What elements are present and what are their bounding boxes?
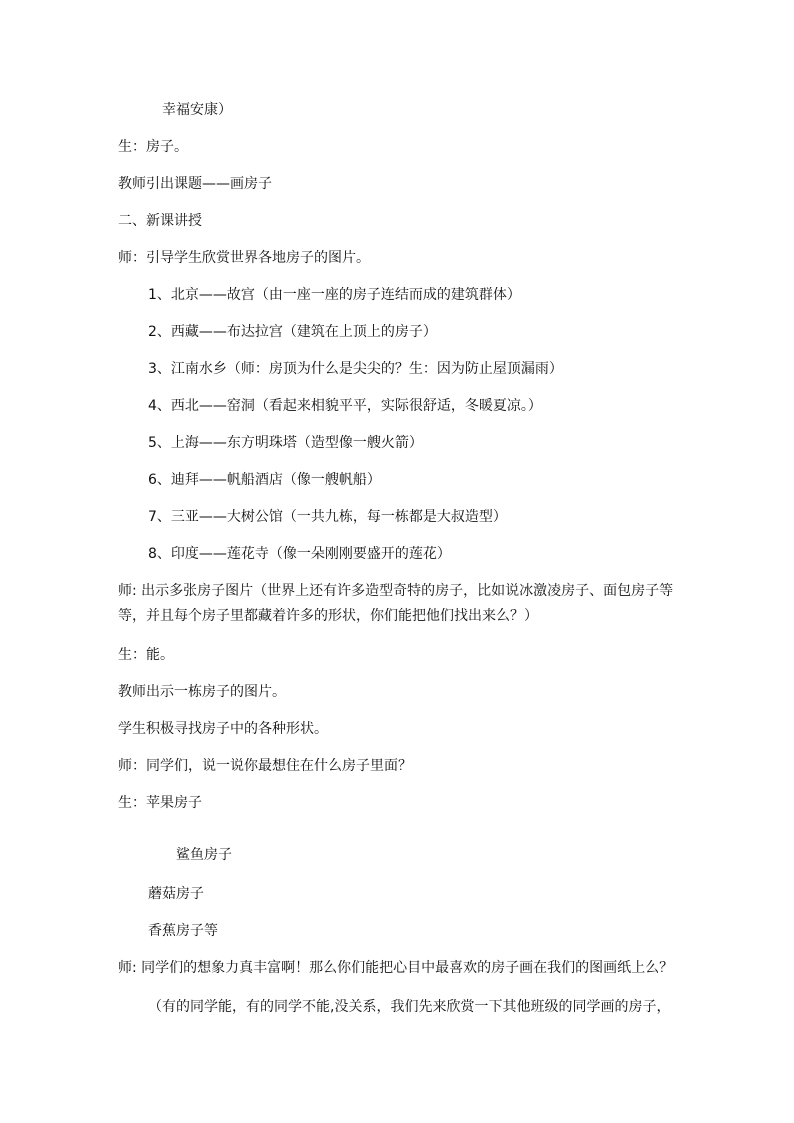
text-line: 教师出示一栋房子的图片。 (118, 684, 286, 700)
text-line: （有的同学能，有的同学不能,没关系，我们先来欣赏一下其他班级的同学画的房子， (148, 999, 671, 1015)
text-line: 师：同学们，说一说你最想住在什么房子里面？ (118, 758, 412, 774)
text-line: 教师引出课题——画房子 (118, 176, 272, 192)
text-line: 师: 出示多张房子图片（世界上还有许多造型奇特的房子，比如说冰激凌房子、面包房子等 (118, 583, 674, 599)
list-item: 8、印度——莲花寺（像一朵刚刚要盛开的莲花） (148, 546, 451, 562)
text-line: 鲨鱼房子 (176, 847, 232, 863)
list-item: 3、江南水乡（师：房顶为什么是尖尖的？生：因为防止屋顶漏雨） (148, 361, 563, 377)
list-item: 4、西北——窑洞（看起来相貌平平，实际很舒适，冬暖夏凉。） (148, 398, 542, 414)
text-line: 生：能。 (118, 647, 174, 663)
text-line: 幸福安康） (162, 102, 232, 118)
text-line: 师: 同学们的想象力真丰富啊！那么你们能把心目中最喜欢的房子画在我们的图画纸上么？ (118, 960, 674, 976)
text-line: 香蕉房子等 (148, 923, 218, 939)
text-line: 生：房子。 (118, 139, 188, 155)
text-line: 师：引导学生欣赏世界各地房子的图片。 (118, 250, 370, 266)
list-item: 2、西藏——布达拉宫（建筑在上顶上的房子） (148, 324, 437, 340)
text-line: 蘑菇房子 (148, 886, 204, 902)
list-item: 1、北京——故宫（由一座一座的房子连结而成的建筑群体） (148, 287, 521, 303)
text-line: 等，并且每个房子里都藏着许多的形状，你们能把他们找出来么？） (118, 608, 538, 624)
list-item: 7、三亚——大树公馆（一共九栋，每一栋都是大叔造型） (148, 509, 507, 525)
text-line: 学生积极寻找房子中的各种形状。 (118, 721, 328, 737)
list-item: 5、上海——东方明珠塔（造型像一艘火箭） (148, 435, 423, 451)
text-line: 生：苹果房子 (118, 795, 202, 811)
section-heading: 二、新课讲授 (118, 213, 202, 229)
list-item: 6、迪拜——帆船酒店（像一艘帆船） (148, 472, 381, 488)
